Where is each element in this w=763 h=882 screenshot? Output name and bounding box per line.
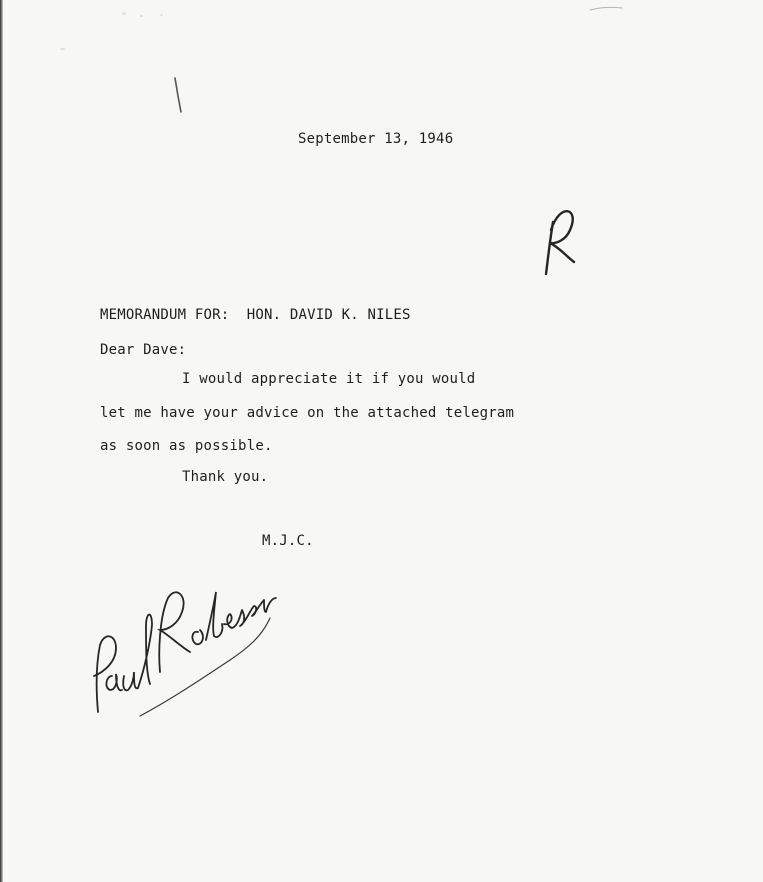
memo-recipient: HON. DAVID K. NILES (246, 307, 411, 323)
memo-body-line-1: I would appreciate it if you would (182, 371, 476, 387)
paper-speck (140, 15, 143, 17)
page-edge-shadow (0, 0, 3, 882)
paper-speck (160, 14, 163, 16)
memo-heading-label: MEMORANDUM FOR: (100, 307, 230, 323)
handwritten-r-mark (546, 211, 574, 274)
memo-body-line-3: as soon as possible. (100, 438, 273, 454)
memo-closing: Thank you. (182, 469, 269, 485)
memo-date: September 13, 1946 (298, 131, 454, 147)
paper-speck (122, 12, 126, 15)
memo-body-line-2: let me have your advice on the attached telegram (100, 405, 515, 421)
faint-stroke (590, 7, 622, 10)
paper-speck (60, 48, 65, 50)
memo-salutation: Dear Dave: (100, 342, 187, 358)
pencil-tick (175, 78, 181, 112)
memo-heading (100, 307, 411, 323)
memo-initials: M.J.C. (262, 533, 314, 549)
signature-paul-robeson (94, 592, 276, 716)
heading-spacer (229, 307, 246, 323)
